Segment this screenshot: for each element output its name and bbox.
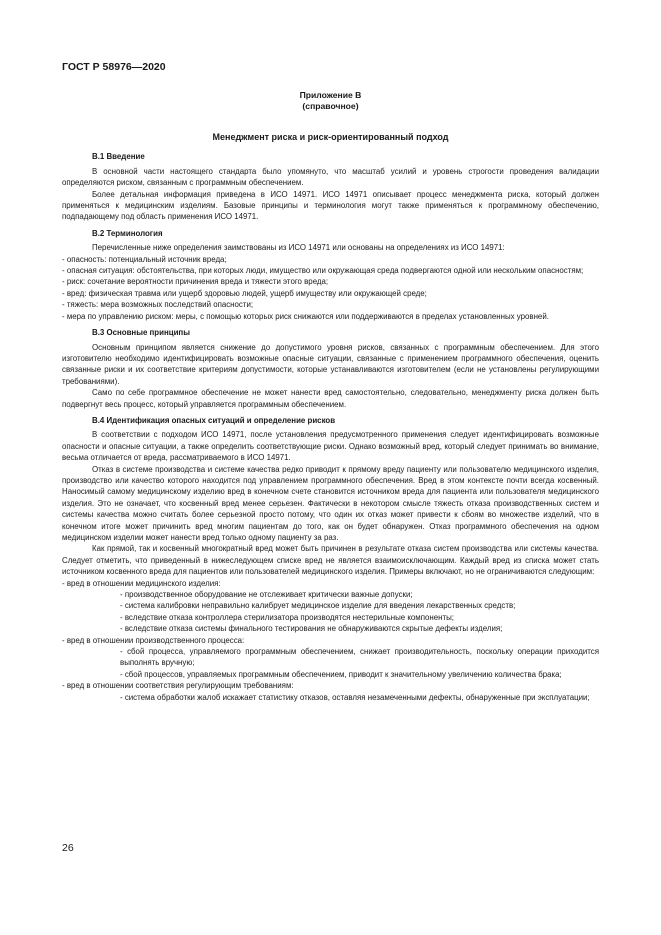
definition-item: - мера по управлению риском: меры, с помощью которых риск снижаются или поддерживаются в пределах установленных уровней. bbox=[62, 311, 549, 321]
definition-item: - вред: физическая травма или ущерб здоровью людей, ущерб имуществу или окружающей среде; bbox=[62, 288, 427, 298]
appendix-note: (справочное) bbox=[302, 101, 359, 111]
definition-item: - риск: сочетание вероятности причинения вреда и тяжести этого вреда; bbox=[62, 277, 329, 287]
section-heading: В.1 Введение bbox=[92, 152, 145, 162]
document-title: Менеджмент риска и риск-ориентированный подход bbox=[212, 132, 449, 142]
list-group: - вред в отношении соответствия регулирующим требованиям: bbox=[62, 681, 294, 691]
paragraph: Более детальная информация приведена в ИСО 14971. ИСО 14971 описывает процесс менеджмента риска, который должен применяться к медицинским изделиям. Базовые принципы и терминология могут также применяться к программному обеспечению, подпадающему под область применения ИСО 14971. bbox=[62, 189, 599, 222]
paragraph: Отказ в системе производства и системе качества редко приводит к прямому вреду пациенту или пользователю медицинского изделия, производство или качество которого находится под управлением программного обеспечения. Вред в этом контексте почти всегда косвенный. Наносимый самому медицинскому изделию вред в конечном счете становится источником вреда для пациента или пользователя медицинского изделия. Это не означает, что косвенный вред менее серьезен. Фактически в некотором смысле тяжесть отказа производственных систем и системы качества можно считать более серьезной просто потому, что один их отказ может привести к сбоям во множестве изделий, что в конечном итоге может причинить вред многим пациентам до того, как он будет обнаружен. Отказ программного обеспечения на одном медицинском изделии может нанести вред только одному пациенту за раз. bbox=[62, 464, 599, 542]
page-number: 26 bbox=[62, 842, 74, 854]
list-item: - вследствие отказа контроллера стерилизатора производятся нестерильные компоненты; bbox=[120, 612, 454, 622]
section-heading: В.4 Идентификация опасных ситуаций и определение рисков bbox=[92, 415, 336, 425]
document-body bbox=[62, 90, 599, 703]
paragraph: Как прямой, так и косвенный многократный вред может быть причинен в результате отказа систем производства или системы качества. Следует отметить, что приведенный в нижеследующем списке вред не является взаимоисключающим. Каждый вред из списка может стать источником косвенного вреда для пациентов или пользователей медицинского изделия. Примеры включают, но не ограничиваются следующим: bbox=[62, 544, 599, 577]
list-group: - вред в отношении производственного процесса: bbox=[62, 635, 245, 645]
list-item: - производственное оборудование не отслеживает критически важные допуски; bbox=[120, 590, 413, 600]
section-heading: В.3 Основные принципы bbox=[92, 328, 190, 338]
section-heading: В.2 Терминология bbox=[92, 228, 163, 238]
paragraph: Само по себе программное обеспечение не может нанести вред самостоятельно, следовательно, менеджменту риска должен быть подвергнут весь процесс, который управляется программным обеспечением. bbox=[62, 388, 599, 409]
list-item: - вследствие отказа системы финального тестирования не обнаруживаются скрытые дефекты изделия; bbox=[120, 624, 503, 634]
list-group: - вред в отношении медицинского изделия: bbox=[62, 578, 221, 588]
paragraph: В основной части настоящего стандарта было упомянуто, что масштаб усилий и уровень строгости проведения валидации определяются риском, связанным с программным обеспечением. bbox=[62, 166, 599, 188]
definition-item: - опасная ситуация: обстоятельства, при которых люди, имущество или окружающая среда подвергаются одной или нескольким опасностям; bbox=[62, 266, 584, 276]
list-item: - система обработки жалоб искажает статистику отказов, оставляя незамеченными дефекты, обнаруженные при эксплуатации; bbox=[120, 692, 590, 702]
appendix-title: Приложение В bbox=[299, 90, 362, 100]
paragraph: Перечисленные ниже определения заимствованы из ИСО 14971 или основаны на определениях из ИСО 14971: bbox=[92, 243, 505, 253]
definition-item: - опасность: потенциальный источник вреда; bbox=[62, 254, 227, 264]
document-header: ГОСТ Р 58976—2020 bbox=[62, 61, 166, 73]
paragraph: В соответствии с подходом ИСО 14971, после установления предусмотренного применения следует идентифицировать возможные опасности и опасные ситуации, а также определить соответствующие риски. Однако возможный вред, который следует принимать во внимание, весьма отличается от вреда, рассматриваемого в ИСО 14971. bbox=[62, 430, 599, 463]
paragraph: Основным принципом является снижение до допустимого уровня рисков, связанных с программным обеспечением. Для этого изготовителю необходимо идентифицировать возможные опасные ситуации, связанные с применением программного обеспечения, оценить связанные риски и их соответствие критериям допустимости, которые устанавливаются изготовителем (если не установлены регулирующими требованиями). bbox=[62, 342, 599, 386]
list-item: - сбой процессов, управляемых программным обеспечением, приводит к значительному увеличению количества брака; bbox=[120, 669, 562, 679]
list-item: - система калибровки неправильно калибрует медицинское изделие для введения лекарственных средств; bbox=[120, 601, 516, 611]
definition-item: - тяжесть: мера возможных последствий опасности; bbox=[62, 300, 254, 310]
list-item: - сбой процесса, управляемого программным обеспечением, снижает производительность, поскольку операции приходится выполнять вручную; bbox=[120, 647, 599, 668]
